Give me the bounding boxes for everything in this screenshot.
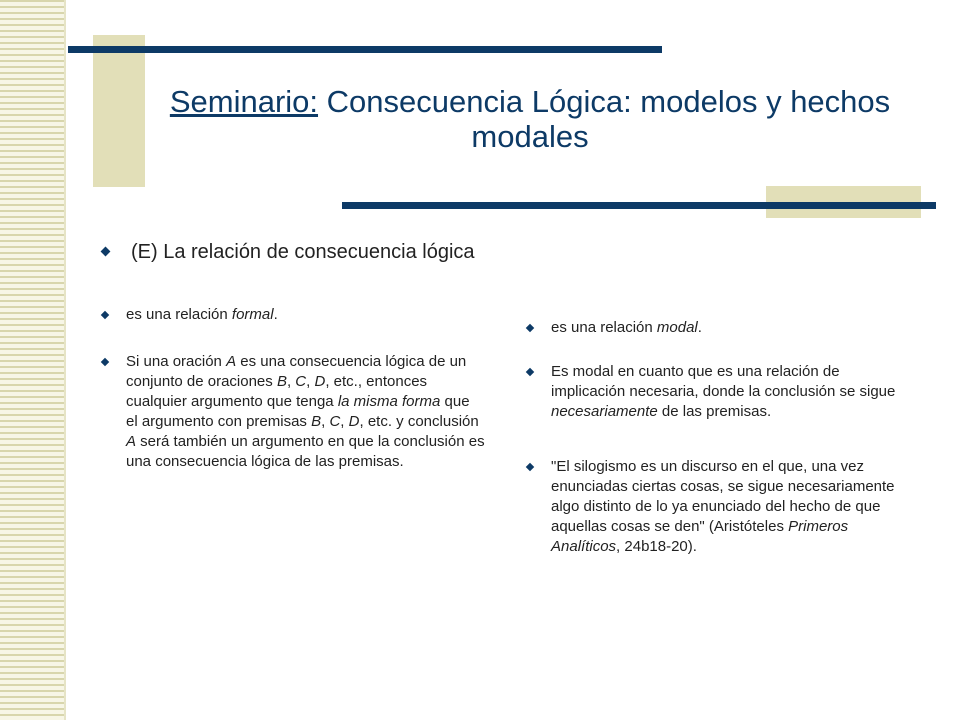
text-segment: Es modal en cuanto que es una relación de implicación necesaria, donde la conclusión se sigue bbox=[551, 363, 896, 400]
italic-segment: Primeros Analíticos bbox=[551, 518, 849, 555]
list-item bbox=[525, 457, 905, 557]
title-seminar-label: Seminario: bbox=[169, 84, 319, 119]
list-item bbox=[100, 352, 485, 472]
bullet-text bbox=[126, 352, 485, 472]
right-column bbox=[525, 318, 905, 557]
text-segment: , bbox=[306, 373, 315, 390]
bullet-text bbox=[551, 362, 905, 422]
text-segment: Si una oración bbox=[126, 353, 227, 370]
decorative-stripe-band bbox=[0, 0, 66, 720]
italic-segment: C bbox=[329, 413, 341, 430]
text-segment: de las premisas. bbox=[657, 403, 772, 420]
bullet-text bbox=[551, 457, 905, 557]
list-item bbox=[525, 318, 905, 338]
slide-title bbox=[130, 84, 930, 154]
italic-segment: formal bbox=[231, 306, 274, 323]
italic-segment: C bbox=[295, 373, 307, 390]
italic-segment: B bbox=[276, 373, 287, 390]
diamond-bullet-icon bbox=[101, 358, 109, 366]
italic-segment: necesariamente bbox=[551, 403, 658, 420]
bullet-text bbox=[126, 305, 278, 325]
bottom-rule-line bbox=[342, 202, 936, 209]
diamond-bullet-icon bbox=[526, 463, 534, 471]
text-segment: será también un argumento en que la conclusión es una consecuencia lógica de las premisas. bbox=[126, 433, 485, 470]
text-segment: . bbox=[273, 306, 278, 323]
diamond-bullet-icon bbox=[101, 311, 109, 319]
list-item bbox=[100, 305, 485, 325]
italic-segment: D bbox=[348, 413, 360, 430]
text-segment: . bbox=[697, 319, 702, 336]
diamond-bullet-icon bbox=[526, 324, 534, 332]
list-item bbox=[100, 238, 485, 266]
bullet-text: (E) La relación de consecuencia lógica bbox=[131, 241, 475, 263]
italic-segment: A bbox=[226, 353, 237, 370]
italic-segment: la misma forma bbox=[337, 393, 441, 410]
bullet-text bbox=[551, 318, 702, 338]
left-column bbox=[100, 238, 485, 472]
text-segment: , etc. y conclusión bbox=[359, 413, 479, 430]
text-segment: es una relación bbox=[551, 319, 657, 336]
text-segment: , bbox=[321, 413, 330, 430]
text-segment: que el argumento con premisas bbox=[126, 393, 470, 430]
top-rule-line bbox=[68, 46, 662, 53]
text-segment: "El silogismo es un discurso en el que, una vez enunciadas ciertas cosas, se sigue necesariamente algo distinto de lo ya enunciado del hecho de que aquellas cosas se den" (Aristóteles bbox=[551, 458, 895, 535]
text-segment: , bbox=[340, 413, 349, 430]
italic-segment: A bbox=[126, 433, 137, 450]
text-segment: , etc., entonces cualquier argumento que tenga bbox=[126, 373, 428, 410]
list-item bbox=[525, 362, 905, 422]
italic-segment: D bbox=[314, 373, 326, 390]
text-segment: , 24b18-20). bbox=[616, 538, 697, 555]
text-segment: es una relación bbox=[126, 306, 232, 323]
italic-segment: B bbox=[311, 413, 322, 430]
text-segment: , bbox=[286, 373, 296, 390]
title-main-text: Consecuencia Lógica: modelos y hechos modales bbox=[318, 84, 891, 154]
italic-segment: modal bbox=[656, 319, 698, 336]
diamond-bullet-icon bbox=[526, 368, 534, 376]
diamond-bullet-icon bbox=[101, 247, 111, 257]
text-segment: es una consecuencia lógica de un conjunto de oraciones bbox=[126, 353, 467, 390]
